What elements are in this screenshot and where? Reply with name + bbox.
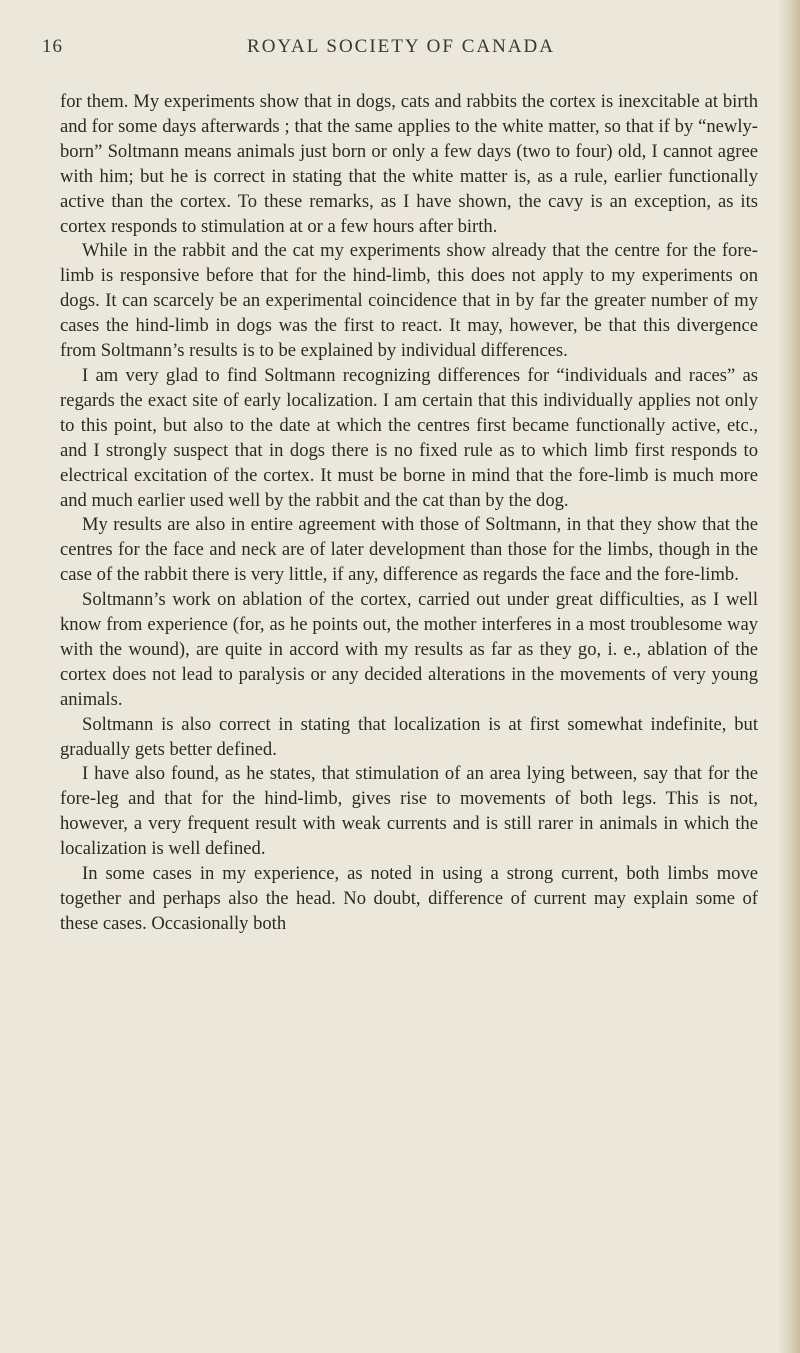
page-header [42,36,760,66]
paragraph: In some cases in my experience, as noted in using a strong current, both limbs move together and perhaps also the head. No doubt, difference of current may explain some of these cases. Occasionally both [60,863,758,934]
page-edge-shadow [778,0,800,1353]
paragraph: My results are also in entire agreement with those of Soltmann, in that they show that the centres for the face and neck are of later development than those for the limbs, though in the case of the rabbit there is very little, if any, difference as regards the face and the fore-limb. [60,514,758,586]
paragraph: I have also found, as he states, that stimulation of an area lying between, say that for the fore-leg and that for the hind-limb, gives rise to movements of both legs. This is not, however, a very frequent result with weak currents and is still rarer in animals in which the localization is well defined. [60,763,758,860]
paragraph: for them. My experiments show that in dogs, cats and rabbits the cortex is inexcitable at birth and for some days afterwards ; that the same applies to the white matter, so that if by “newly-born” Soltmann means animals just born or only a few days (two to four) old, I cannot agree with him; but he is correct in stating that the white matter is, as a rule, earlier functionally active than the cortex. To these remarks, as I have shown, the cavy is an exception, as its cortex responds to stimulation at or a few hours after birth. [60,91,758,237]
paragraph: Soltmann is also correct in stating that localization is at first somewhat indefinite, but gradually gets better defined. [60,713,758,760]
running-head: ROYAL SOCIETY OF CANADA [247,36,555,57]
paragraph: While in the rabbit and the cat my experiments show already that the centre for the fore-limb is responsive before that for the hind-limb, this does not apply to my experiments on dogs. It can scarcely be an experimental coincidence that in by far the greater number of my cases the hind-limb in dogs was the first to react. It may, however, be that this divergence from Soltmann’s results is to be explained by individual differences. [60,240,758,362]
body-text [60,90,758,937]
paragraph: Soltmann’s work on ablation of the cortex, carried out under great difficulties, as I well know from experience (for, as he points out, the mother interferes in a most troublesome way with the wound), are quite in accord with my results as far as they go, i. e., ablation of the cortex does not lead to paralysis or any decided alterations in the movements of very young animals. [60,589,758,710]
page-number: 16 [42,36,63,57]
paragraph: I am very glad to find Soltmann recognizing differences for “individuals and races” as regards the exact site of early localization. I am certain that this individually applies not only to this point, but also to the date at which the centres first became functionally active, etc., and I strongly suspect that in dogs there is no fixed rule as to which limb first responds to electrical excitation of the cortex. It must be borne in mind that the fore-limb is much more and much earlier used well by the rabbit and the cat than by the dog. [60,364,758,511]
